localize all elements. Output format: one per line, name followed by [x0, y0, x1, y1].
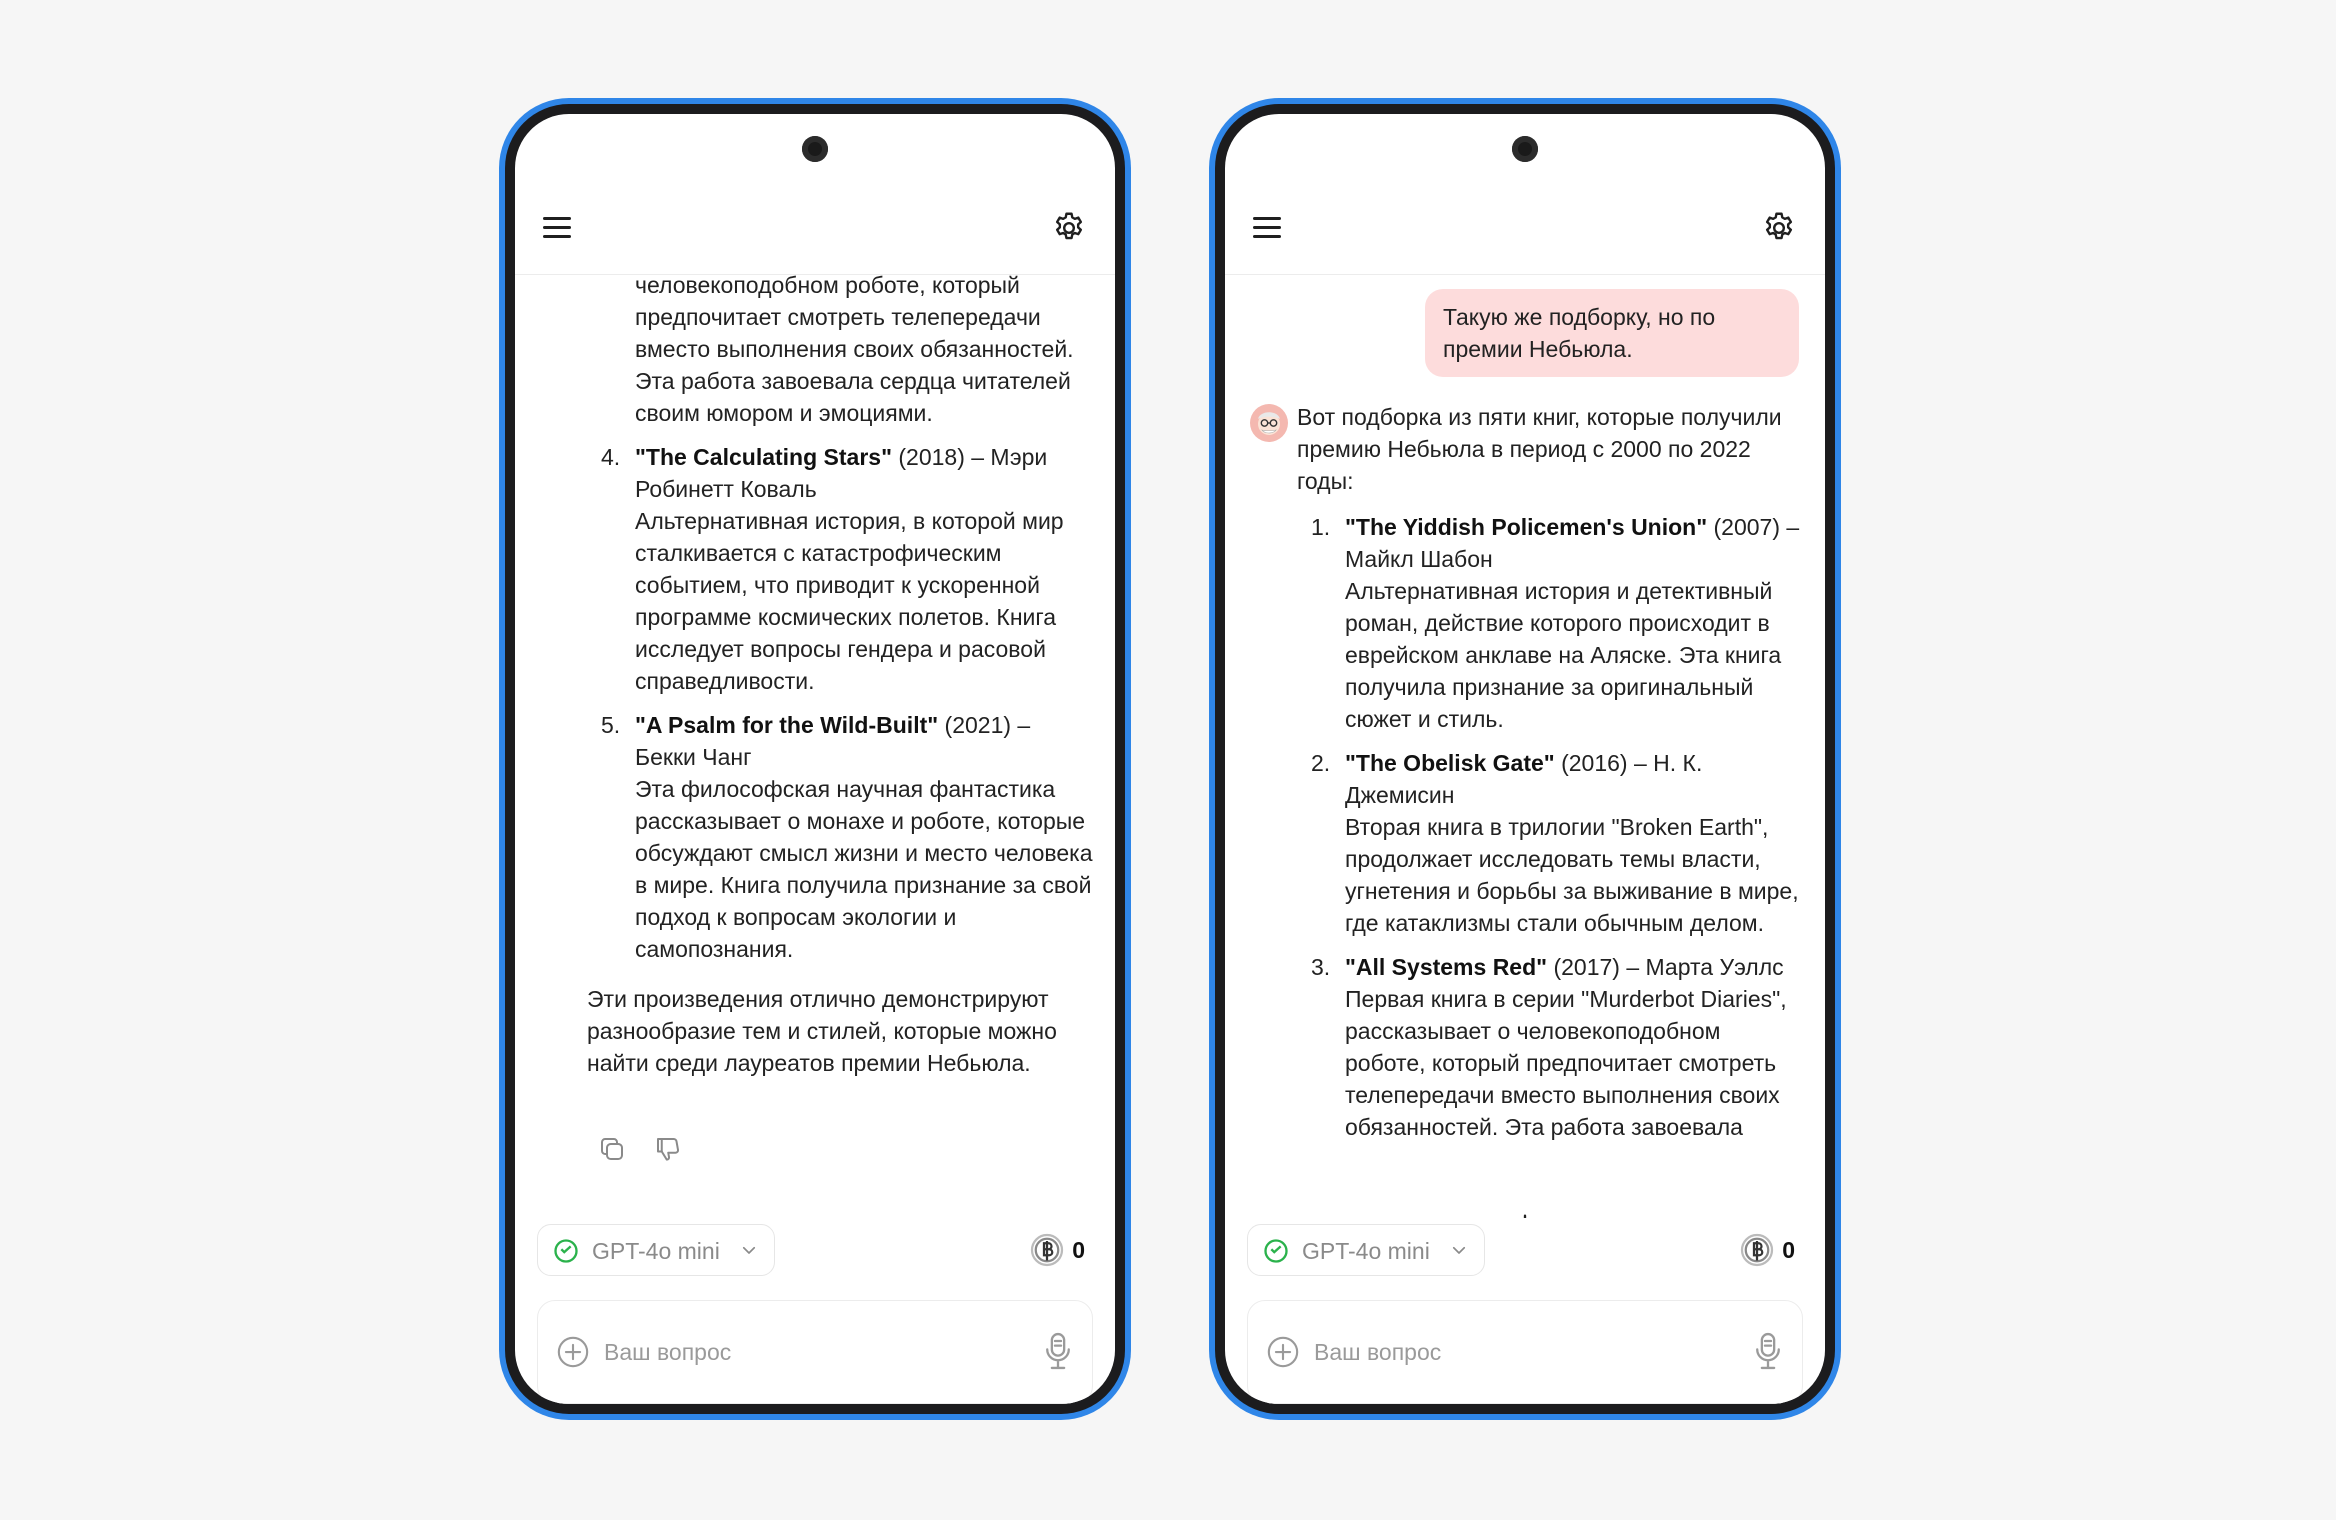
model-name: GPT-4o mini	[1302, 1238, 1430, 1264]
camera-icon	[1512, 136, 1538, 162]
bot-book-list	[1225, 511, 1825, 1155]
question-input[interactable]	[1312, 1331, 1696, 1373]
arrow-down-icon	[1511, 1211, 1539, 1218]
item-number: 1.	[1311, 514, 1331, 540]
closing-paragraph	[515, 983, 1115, 1079]
screen-left	[515, 114, 1115, 1404]
phone-bezel	[1215, 104, 1835, 1414]
model-name: GPT-4o mini	[592, 1238, 720, 1264]
menu-icon[interactable]	[1253, 217, 1281, 239]
phone-bezel	[505, 104, 1125, 1414]
screen-right	[1225, 114, 1825, 1404]
item-number: 5.	[601, 712, 621, 738]
model-icon	[552, 1237, 580, 1265]
item-number: 2.	[1311, 750, 1331, 776]
dislike-icon[interactable]	[653, 1134, 683, 1164]
coin-icon	[1029, 1232, 1065, 1268]
user-message-text: Такую же подборку, но по премии Небьюла.	[1443, 304, 1716, 362]
bot-avatar-icon	[1249, 403, 1289, 443]
user-message-bubble	[1425, 289, 1799, 377]
item-description: Первая книга в серии "Murderbot Diaries", рассказывает о человекоподобном роботе, который предпочитает смотреть телепередачи вместо выполнения своих обязанностей. Эта работа завоевала	[1345, 986, 1787, 1140]
model-icon	[1262, 1237, 1290, 1265]
book-title: "The Yiddish Policemen's Union"	[1345, 514, 1708, 540]
book-title: "The Calculating Stars"	[635, 444, 892, 470]
microphone-icon[interactable]	[1752, 1331, 1784, 1371]
book-title: "A Psalm for the Wild-Built"	[635, 712, 939, 738]
coin-icon	[1739, 1232, 1775, 1268]
coin-balance: 0	[1072, 1237, 1085, 1263]
question-input-box	[1247, 1300, 1803, 1404]
item-description: Альтернативная история и детективный роман, действие которого происходит в еврейском анклаве на Аляске. Эта книга получила признание за оригинальный сюжет и стиль.	[1345, 578, 1782, 732]
model-selector[interactable]	[537, 1224, 775, 1276]
bot-message-intro	[1297, 401, 1805, 497]
book-title: "The Obelisk Gate"	[1345, 750, 1555, 776]
chevron-down-icon	[740, 1241, 758, 1259]
item-description: Эта философская научная фантастика рассказывает о монахе и роботе, которые обсуждают смысл жизни и место человека в мире. Книга получила признание за свой подход к вопросам экологии и самопознания.	[635, 776, 1093, 962]
list-item	[1225, 747, 1825, 939]
plus-icon[interactable]	[556, 1335, 590, 1369]
camera-icon	[802, 136, 828, 162]
book-title: "All Systems Red"	[1345, 954, 1548, 980]
book-meta: (2017) – Марта Уэллс	[1547, 954, 1784, 980]
coin-balance: 0	[1782, 1237, 1795, 1263]
book-meta: (2016) – Н. К. Джемисин	[1345, 750, 1703, 808]
bot-intro-text: Вот подборка из пяти книг, которые получили премию Небьюла в период с 2000 по 2022 годы:	[1297, 404, 1782, 494]
copy-icon[interactable]	[597, 1134, 627, 1164]
item-description: Альтернативная история, в которой мир сталкивается с катастрофическим событием, что приводит к ускоренной программе космических полетов. Книга исследует вопросы гендера и расовой справедливости.	[635, 508, 1064, 694]
item-number: 3.	[1311, 954, 1331, 980]
list-item	[1225, 951, 1825, 1143]
book-meta: (2021) – Бекки Чанг	[635, 712, 1031, 770]
book-meta: (2018) – Мэри Робинетт Коваль	[635, 444, 1048, 502]
list-item-continuation	[515, 275, 1115, 429]
item-description: Вторая книга в трилогии "Broken Earth", продолжает исследовать темы власти, угнетения и борьбы за выживание в мире, где катаклизмы стали обычным делом.	[1345, 814, 1799, 936]
model-selector[interactable]	[1247, 1224, 1485, 1276]
phone-right	[1209, 98, 1841, 1420]
book-meta: (2007) – Майкл Шабон	[1345, 514, 1800, 572]
message-actions	[597, 1128, 717, 1168]
item-number: 4.	[601, 444, 621, 470]
gear-icon[interactable]	[1051, 210, 1087, 246]
closing-text: Эти произведения отлично демонстрируют разнообразие тем и стилей, которые можно найти среди лауреатов премии Небьюла.	[587, 986, 1057, 1076]
microphone-icon[interactable]	[1042, 1331, 1074, 1371]
app-header	[1225, 174, 1825, 275]
item-description: человекоподобном роботе, который предпочитает смотреть телепередачи вместо выполнения своих обязанностей. Эта работа завоевала сердца читателей своим юмором и эмоциями.	[635, 275, 1074, 426]
gear-icon[interactable]	[1761, 210, 1797, 246]
list-item	[515, 441, 1115, 697]
phone-left	[499, 98, 1131, 1420]
chevron-down-icon	[1450, 1241, 1468, 1259]
question-input[interactable]	[602, 1331, 986, 1373]
question-input-box	[537, 1300, 1093, 1404]
chat-area[interactable]	[1225, 275, 1825, 1218]
scroll-down-button[interactable]	[1497, 1197, 1553, 1218]
list-item	[515, 709, 1115, 965]
app-header	[515, 174, 1115, 275]
list-item	[1225, 511, 1825, 735]
menu-icon[interactable]	[543, 217, 571, 239]
chat-area[interactable]	[515, 275, 1115, 1218]
plus-icon[interactable]	[1266, 1335, 1300, 1369]
